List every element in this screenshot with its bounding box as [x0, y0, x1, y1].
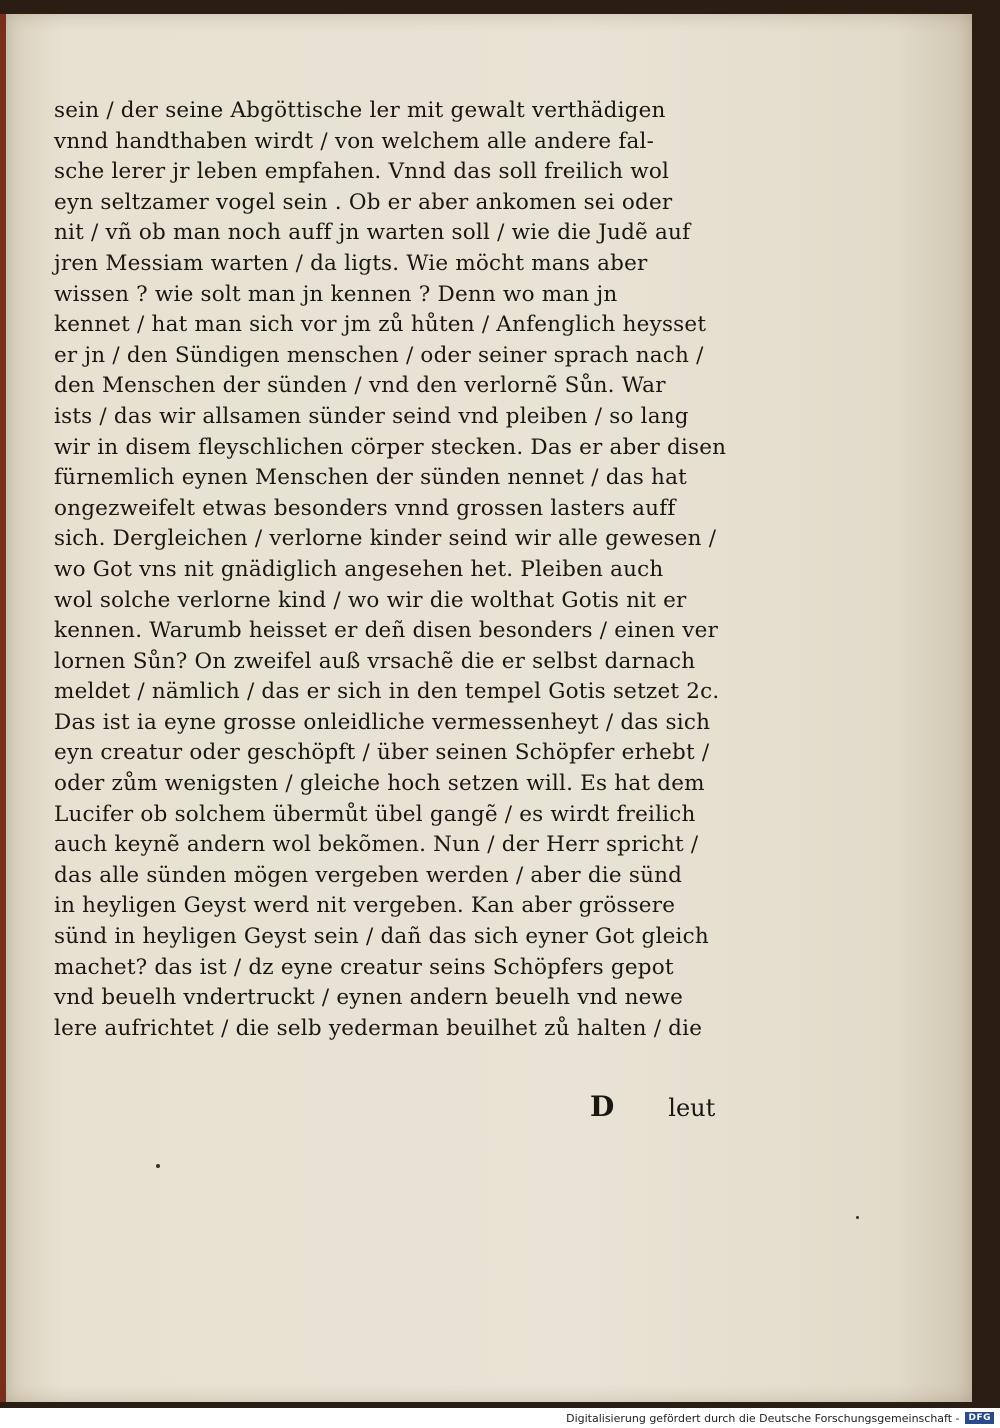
text-line: oder zům wenigsten / gleiche hoch setzen will. Es hat dem	[54, 771, 705, 797]
text-line: vnnd handthaben wirdt / von welchem alle andere fal-	[54, 128, 655, 154]
footer-credit-text: Digitalisierung gefördert durch die Deutsche Forschungsgemeinschaft -	[566, 1411, 960, 1425]
dfg-logo-icon: DFG	[965, 1412, 994, 1424]
paper-speck	[856, 1216, 859, 1219]
page-foot	[590, 1090, 715, 1123]
text-line: wol solche verlorne kind / wo wir die wolthat Gotis nit er	[54, 587, 687, 613]
text-line: auch keynẽ andern wol bekõmen. Nun / der Herr spricht /	[54, 832, 699, 858]
text-line: Das ist ia eyne grosse onleidliche vermessenheyt / das sich	[54, 709, 711, 735]
text-line: sche lerer jr leben empfahen. Vnnd das soll freilich wol	[54, 159, 670, 185]
text-line: kennen. Warumb heisset er deñ disen besonders / einen ver	[54, 618, 719, 644]
page-text-block	[54, 96, 754, 1044]
text-line: er jn / den Sündigen menschen / oder seiner sprach nach /	[54, 342, 704, 368]
text-line: lornen Sůn? On zweifel auß vrsachẽ die er selbst darnach	[54, 648, 696, 674]
text-line: das alle sünden mögen vergeben werden / aber die sünd	[54, 862, 683, 888]
text-line: ists / das wir allsamen sünder seind vnd pleiben / so lang	[54, 403, 689, 429]
text-line: den Menschen der sünden / vnd den verlornẽ Sůn. War	[54, 373, 666, 399]
paper-speck	[156, 1164, 160, 1168]
text-line: Lucifer ob solchem übermůt übel gangẽ / es wirdt freilich	[54, 801, 696, 827]
text-line: sich. Dergleichen / verlorne kinder seind wir alle gewesen /	[54, 526, 717, 552]
text-line: wo Got vns nit gnädiglich angesehen het. Pleiben auch	[54, 556, 664, 582]
text-line: machet? das ist / dz eyne creatur seins Schöpfers gepot	[54, 954, 674, 980]
text-line: fürnemlich eynen Menschen der sünden nennet / das hat	[54, 465, 687, 491]
signature-mark: D	[590, 1090, 615, 1123]
text-line: lere aufrichtet / die selb yederman beuilhet zů halten / die	[54, 1015, 703, 1041]
text-line: eyn creatur oder geschöpft / über seinen Schöpfer erhebt /	[54, 740, 710, 766]
text-line: sünd in heyligen Geyst sein / dañ das sich eyner Got gleich	[54, 924, 709, 950]
text-line: meldet / nämlich / das er sich in den tempel Gotis setzet 2c.	[54, 679, 720, 705]
text-line: ongezweifelt etwas besonders vnnd grossen lasters auff	[54, 495, 676, 521]
text-line: in heyligen Geyst werd nit vergeben. Kan aber grössere	[54, 893, 676, 919]
catchword: leut	[668, 1094, 716, 1122]
text-line: eyn seltzamer vogel sein . Ob er aber ankomen sei oder	[54, 189, 673, 215]
text-line: wissen ? wie solt man jn kennen ? Denn wo man jn	[54, 281, 618, 307]
text-line: vnd beuelh vndertruckt / eynen andern beuelh vnd newe	[54, 985, 684, 1011]
text-line: kennet / hat man sich vor jm zů hůten / Anfenglich heysset	[54, 312, 707, 338]
text-line: wir in disem fleyschlichen cörper stecken. Das er aber disen	[54, 434, 727, 460]
text-line: jren Messiam warten / da ligts. Wie möcht mans aber	[54, 250, 648, 276]
text-line: nit / vñ ob man noch auff jn warten soll / wie die Judẽ auf	[54, 220, 691, 246]
digitization-footer	[0, 1408, 1000, 1428]
text-line: sein / der seine Abgöttische ler mit gewalt verthädigen	[54, 98, 666, 123]
